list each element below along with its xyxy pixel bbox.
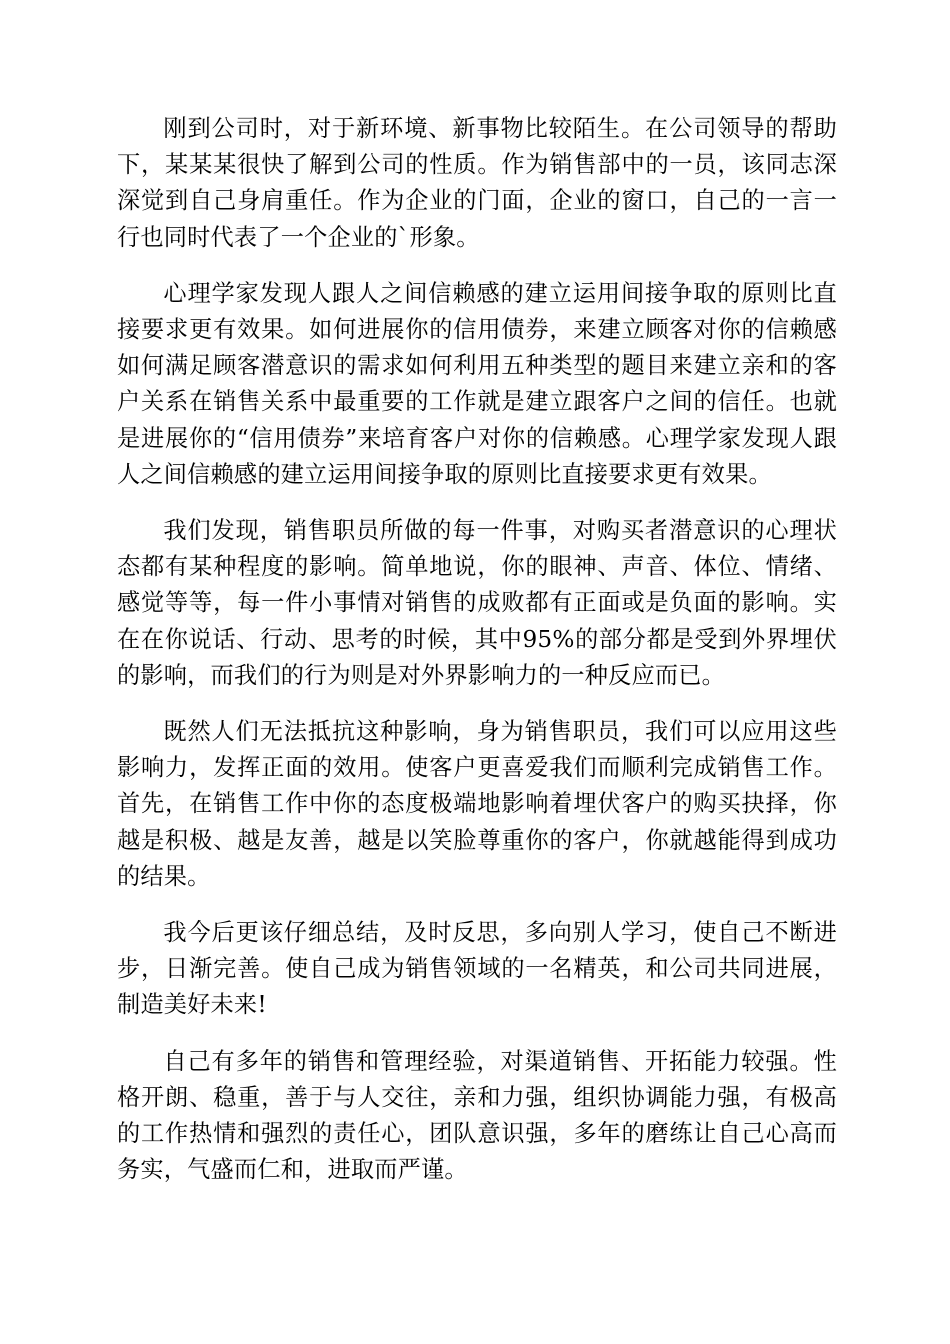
paragraph-2: 心理学家发现人跟人之间信赖感的建立运用间接争取的原则比直接要求更有效果。如何进展你的信用债券，来建立顾客对你的信赖感如何满足顾客潜意识的需求如何利用五种类型的题目来建立亲和的客户关系在销售关系中最重要的工作就是建立跟客户之间的信任。也就是进展你的“信用债券”来培育客户对你的信赖感。心理学家发现人跟人之间信赖感的建立运用间接争取的原则比直接要求更有效果。 — [117, 279, 837, 488]
paragraph-1: 刚到公司时，对于新环境、新事物比较陌生。在公司领导的帮助下，某某某很快了解到公司的性质。作为销售部中的一员，该同志深深觉到自己身肩重任。作为企业的门面，企业的窗口，自己的一言一行也同时代表了一个企业的`形象。 — [117, 115, 837, 251]
paragraph-3: 我们发现，销售职员所做的每一件事，对购买者潜意识的心理状态都有某种程度的影响。简单地说，你的眼神、声音、体位、情绪、感觉等等，每一件小事情对销售的成败都有正面或是负面的影响。实在在你说话、行动、思考的时候，其中95%的部分都是受到外界埋伏的影响，而我们的行为则是对外界影响力的一种反应而已。 — [117, 517, 837, 689]
document-body — [117, 111, 837, 1208]
paragraph-4: 既然人们无法抵抗这种影响，身为销售职员，我们可以应用这些影响力，发挥正面的效用。使客户更喜爱我们而顺利完成销售工作。首先，在销售工作中你的态度极端地影响着埋伏客户的购买抉择，你越是积极、越是友善，越是以笑脸尊重你的客户，你就越能得到成功的结果。 — [117, 718, 837, 890]
paragraph-6: 自己有多年的销售和管理经验，对渠道销售、开拓能力较强。性格开朗、稳重，善于与人交往，亲和力强，组织协调能力强，有极高的工作热情和强烈的责任心，团队意识强，多年的磨练让自己心高而务实，气盛而仁和，进取而严谨。 — [117, 1047, 837, 1184]
paragraph-5: 我今后更该仔细总结，及时反思，多向别人学习，使自己不断进步，日渐完善。使自己成为销售领域的一名精英，和公司共同进展，制造美好未来! — [117, 919, 837, 1019]
